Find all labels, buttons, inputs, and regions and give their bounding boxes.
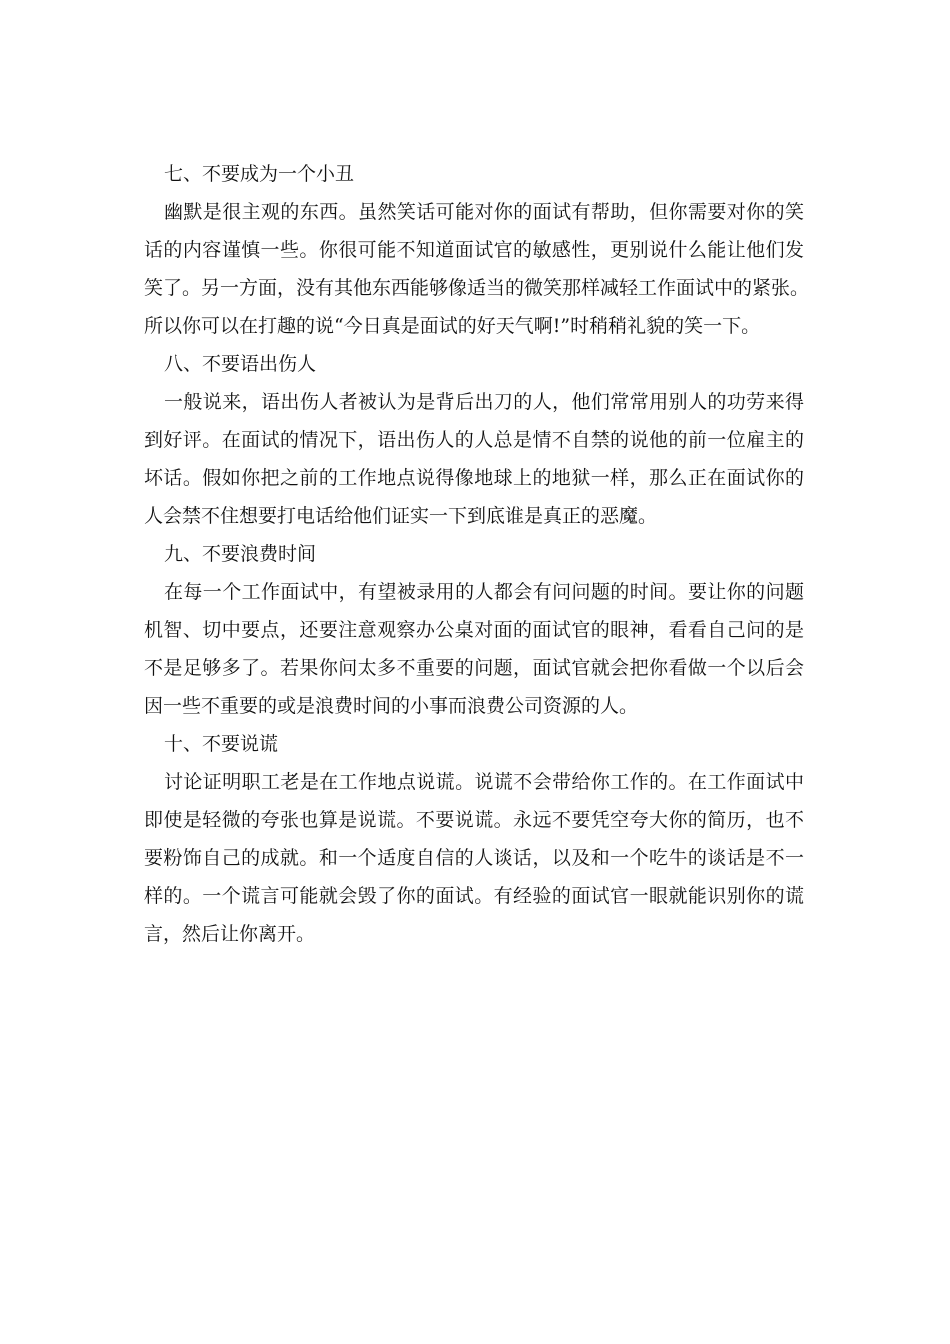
paragraph-line: 不是足够多了。若果你问太多不重要的问题，面试官就会把你看做一个以后会	[144, 657, 804, 679]
paragraph-line: 因一些不重要的或是浪费时间的小事而浪费公司资源的人。	[144, 695, 639, 717]
paragraph-line: 即使是轻微的夸张也算是说谎。不要说谎。永远不要凭空夸大你的简历，也不	[144, 809, 804, 831]
paragraph-line: 机智、切中要点，还要注意观察办公桌对面的面试官的眼神，看看自己问的是	[144, 619, 804, 641]
section-heading-8: 八、不要语出伤人	[164, 353, 317, 375]
document-body	[144, 155, 810, 953]
section-heading-9: 九、不要浪费时间	[164, 543, 317, 565]
paragraph-line: 笑了。另一方面，没有其他东西能够像适当的微笑那样减轻工作面试中的紧张。	[144, 277, 810, 299]
paragraph-line: 讨论证明职工老是在工作地点说谎。说谎不会带给你工作的。在工作面试中	[164, 771, 804, 793]
section-heading-7: 七、不要成为一个小丑	[164, 163, 355, 185]
paragraph-line: 样的。一个谎言可能就会毁了你的面试。有经验的面试官一眼就能识别你的谎	[144, 885, 804, 907]
paragraph-line: 人会禁不住想要打电话给他们证实一下到底谁是真正的恶魔。	[144, 505, 658, 527]
paragraph-line: 所以你可以在打趣的说“今日真是面试的好天气啊!”时稍稍礼貌的笑一下。	[144, 315, 761, 337]
paragraph-line: 坏话。假如你把之前的工作地点说得像地球上的地狱一样，那么正在面试你的	[144, 467, 804, 489]
paragraph-line: 在每一个工作面试中，有望被录用的人都会有问问题的时间。要让你的问题	[164, 581, 804, 603]
paragraph-line: 一般说来，语出伤人者被认为是背后出刀的人，他们常常用别人的功劳来得	[164, 391, 804, 413]
paragraph-line: 幽默是很主观的东西。虽然笑话可能对你的面试有帮助，但你需要对你的笑	[164, 201, 804, 223]
paragraph-line: 言，然后让你离开。	[144, 923, 316, 945]
paragraph-line: 话的内容谨慎一些。你很可能不知道面试官的敏感性，更别说什么能让他们发	[144, 239, 804, 261]
paragraph-line: 要粉饰自己的成就。和一个适度自信的人谈话，以及和一个吃牛的谈话是不一	[144, 847, 804, 869]
paragraph-line: 到好评。在面试的情况下，语出伤人的人总是情不自禁的说他的前一位雇主的	[144, 429, 804, 451]
section-heading-10: 十、不要说谎	[164, 733, 279, 755]
